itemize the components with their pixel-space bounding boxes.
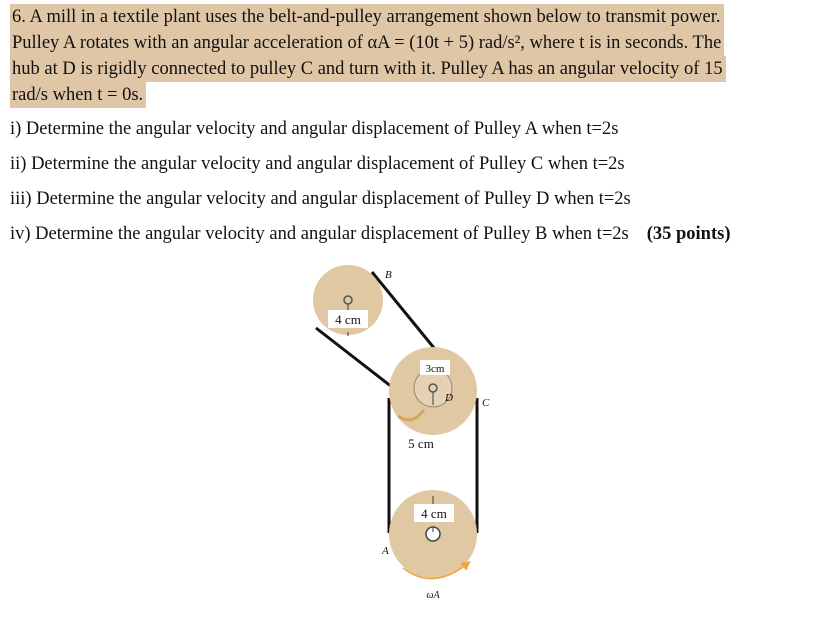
question-list <box>10 112 730 252</box>
question-item-4 <box>10 217 730 252</box>
omega-a-label: ωA <box>426 590 440 601</box>
label-d: D <box>445 392 453 404</box>
question-item-2: ii) Determine the angular velocity and angular displacement of Pulley C when t=2s <box>10 154 625 174</box>
question-item-4-text: iv) Determine the angular velocity and angular displacement of Pulley B when t=2s <box>10 224 629 244</box>
label-b: B <box>385 269 392 281</box>
problem-line-2-text: Pulley A rotates with an angular acceleration of αA = (10t + 5) rad/s², where t is in seconds. The <box>10 30 724 56</box>
problem-line-4 <box>10 82 790 108</box>
problem-line-1-text: 6. A mill in a textile plant uses the belt-and-pulley arrangement shown below to transmit power. <box>10 4 724 30</box>
problem-line-3-text: hub at D is rigidly connected to pulley C and turn with it. Pulley A has an angular velocity of 15 <box>10 56 726 82</box>
radius-d-label: 3cm <box>425 363 445 375</box>
radius-a-label: 4 cm <box>421 506 447 521</box>
pulley-figure <box>300 258 500 628</box>
points-label: (35 points) <box>646 224 731 244</box>
label-c: C <box>482 397 490 409</box>
question-item-1: i) Determine the angular velocity and angular displacement of Pulley A when t=2s <box>10 119 619 139</box>
radius-b-label: 4 cm <box>335 312 361 327</box>
problem-statement <box>10 4 790 108</box>
problem-line-3 <box>10 56 790 82</box>
pulley-diagram <box>300 258 500 628</box>
problem-line-1 <box>10 4 790 30</box>
radius-c-label: 5 cm <box>408 436 434 451</box>
label-a: A <box>382 545 389 557</box>
problem-line-2 <box>10 30 790 56</box>
question-item-3: iii) Determine the angular velocity and angular displacement of Pulley D when t=2s <box>10 189 631 209</box>
problem-line-4-text: rad/s when t = 0s. <box>10 82 146 108</box>
